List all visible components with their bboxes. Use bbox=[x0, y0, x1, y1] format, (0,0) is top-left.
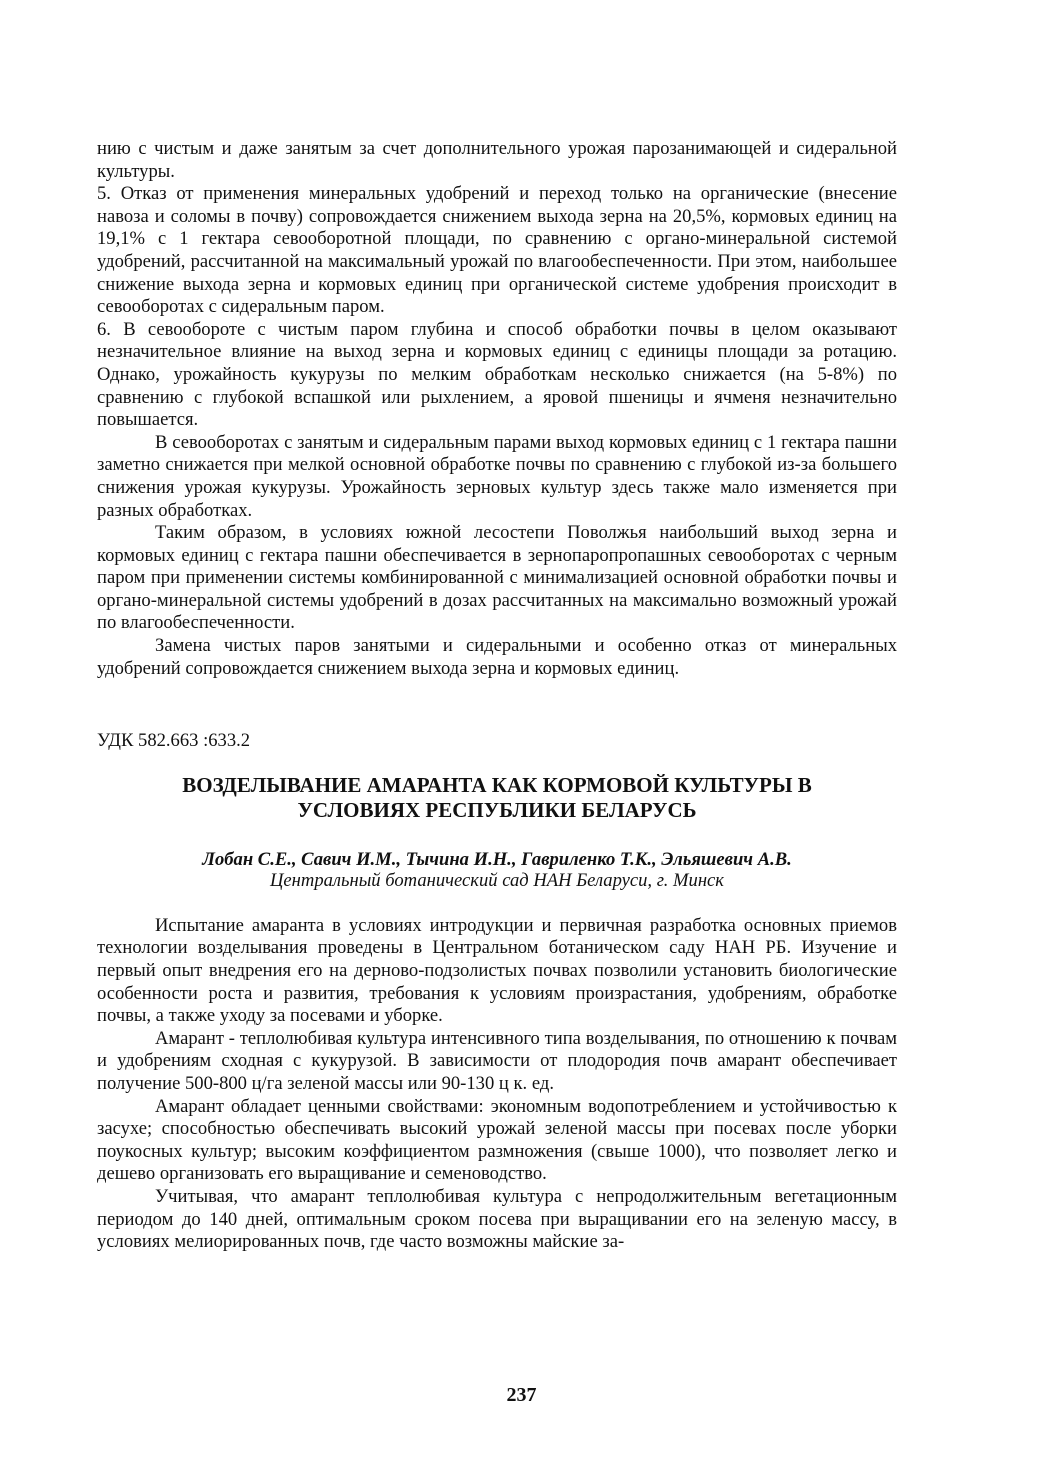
article-title bbox=[97, 773, 897, 823]
article-paragraph-1: Испытание амаранта в условиях интродукции и первичная разработка основных приемов технологии возделывания проведены в Центральном ботаническом саду НАН РБ. Изучение и первый опыт внедрения его на дерново-подзолистых почвах позволили установить биологические особенности роста и развития, требования к условиям произрастания, удобрениям, обработке почвы, а также уходу за посевами и уборке. bbox=[97, 914, 897, 1027]
page-number: 237 bbox=[506, 1384, 537, 1406]
paragraph-continuation: нию с чистым и даже занятым за счет дополнительного урожая парозанимающей и сидеральной культуры. bbox=[97, 138, 897, 182]
article-title-line-1: ВОЗДЕЛЫВАНИЕ АМАРАНТА КАК КОРМОВОЙ КУЛЬТУРЫ В bbox=[182, 772, 812, 797]
paragraph-final: Замена чистых паров занятыми и сидеральными и особенно отказ от минеральных удобрений сопровождается снижением выхода зерна и кормовых единиц. bbox=[97, 635, 897, 679]
article-paragraph-4: Учитывая, что амарант теплолюбивая культура с непродолжительным вегетационным периодом до 140 дней, оптимальным сроком посева при выращивании его на зеленую массу, в условиях мелиорированных почв, где часто возможны майские за- bbox=[97, 1185, 897, 1253]
conclusion-item-5: 5. Отказ от применения минеральных удобрений и переход только на органические (внесение навоза и соломы в почву) сопровождается снижением выхода зерна на 20,5%, кормовых единиц на 19,1% с 1 гектара севооборотной площади, по сравнению с органо-минеральной системой удобрений, рассчитанной на максимальный урожай по влагообеспеченности. При этом, наибольшее снижение выхода зерна и кормовых единиц при органической системе удобрения происходит в севооборотах с сидеральным паром. bbox=[97, 183, 897, 318]
udk-code: УДК 582.663 :633.2 bbox=[97, 730, 251, 752]
paragraph-crop-rotations: В севооборотах с занятым и сидеральным парами выход кормовых единиц с 1 гектара пашни заметно снижается при мелкой основной обработке почвы по сравнению с глубокой из-за большего снижения урожая кукурузы. Урожайность зерновых культур здесь также мало изменяется при разных обработках. bbox=[97, 431, 897, 521]
article-paragraph-2: Амарант - теплолюбивая культура интенсивного типа возделывания, по отношению к почвам и удобрениям сходная с кукурузой. В зависимости от плодородия почв амарант обеспечивает получение 500-800 ц/га зеленой массы или 90-130 ц к. ед. bbox=[97, 1027, 897, 1094]
document-page bbox=[97, 138, 897, 1254]
article-title-line-2: УСЛОВИЯХ РЕСПУБЛИКИ БЕЛАРУСЬ bbox=[297, 797, 697, 822]
article-body bbox=[97, 915, 897, 1254]
article-affiliation: Центральный ботанический сад НАН Беларуси, г. Минск bbox=[270, 869, 724, 891]
paragraph-summary: Таким образом, в условиях южной лесостепи Поволжья наибольший выход зерна и кормовых единиц с гектара пашни обеспечивается в зернопаропропашных севооборотах с черным паром при применении системы комбинированной с минимализацией основной обработки почвы и органо-минеральной системы удобрений в дозах рассчитанных на максимально возможный урожай по влагообеспеченности. bbox=[97, 522, 897, 634]
article-authors: Лобан С.Е., Савич И.М., Тычина И.Н., Гавриленко Т.К., Эльяшевич А.В. bbox=[202, 848, 792, 870]
conclusion-item-6: 6. В севообороте с чистым паром глубина и способ обработки почвы в целом оказывают незначительное влияние на выход зерна и кормовых единиц с единицы площади за ротацию. Однако, урожайность кукурузы по мелким обработкам несколько снижается (на 5-8%) по сравнению с глубокой вспашкой или рыхлением, а яровой пшеницы и ячменя незначительно повышается. bbox=[97, 318, 897, 431]
article-paragraph-3: Амарант обладает ценными свойствами: экономным водопотреблением и устойчивостью к засухе; способностью обеспечивать высокий урожай зеленой массы при посевах после уборки поукосных культур; высоким коэффициентом размножения (свыше 1000), что позволяет легко и дешево организовать его выращивание и семеноводство. bbox=[97, 1095, 897, 1185]
